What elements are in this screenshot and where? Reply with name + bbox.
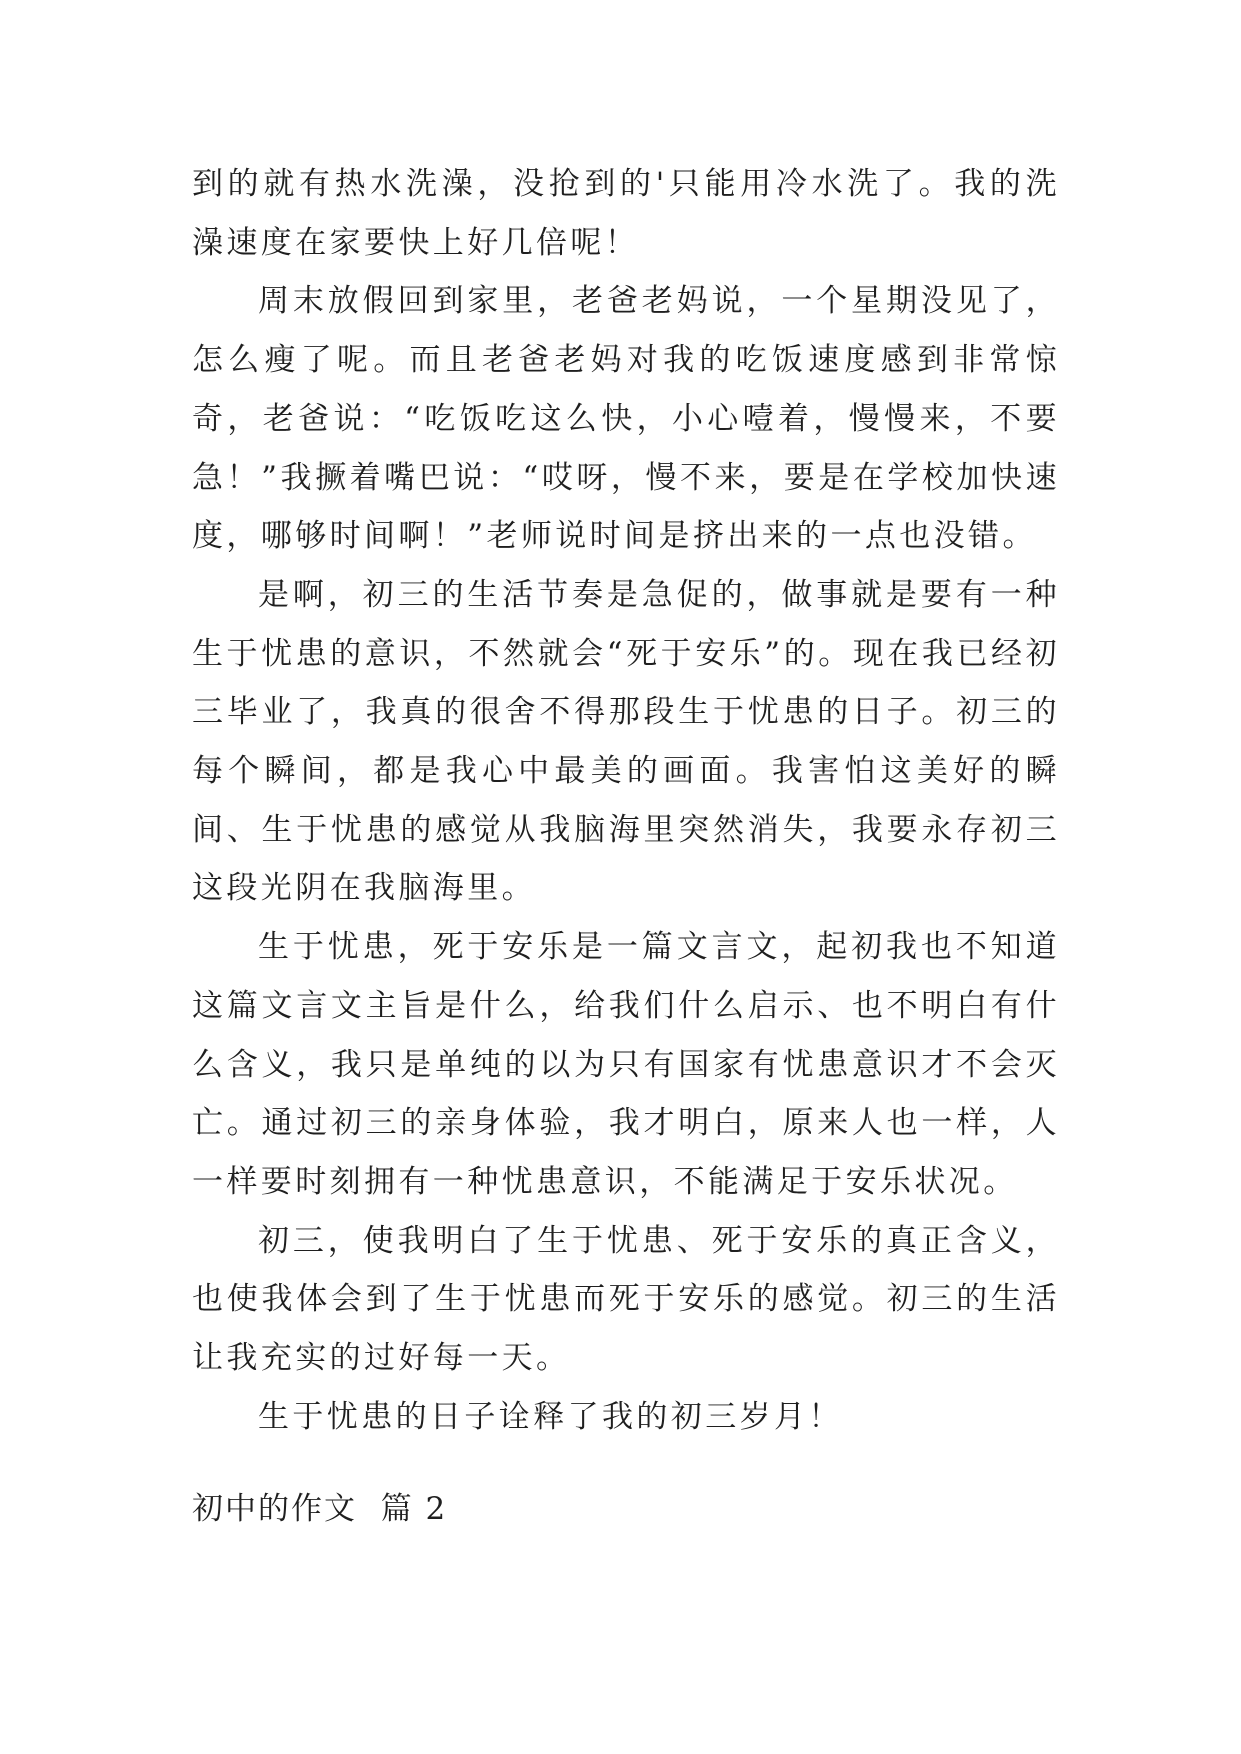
- paragraph-conclusion: 生于忧患的日子诠释了我的初三岁月！: [258, 1398, 843, 1435]
- paragraph-classical-text: 生于忧患，死于安乐是一篇文言文，起初我也不知道这篇文言文主旨是什么，给我们什么启示、也不明白有什么含义，我只是单纯的以为只有国家有忧患意识才不会灭亡。通过初三的亲身体验，我才明白，原来人也一样，人一样要时刻拥有一种忧患意识，不能满足于安乐状况。: [192, 929, 1060, 1200]
- section-heading: 初中的作文 篇 2: [192, 1491, 448, 1527]
- paragraph-true-meaning: 初三，使我明白了生于忧患、死于安乐的真正含义，也使我体会到了生于忧患而死于安乐的感觉。初三的生活让我充实的过好每一天。: [192, 1222, 1060, 1377]
- paragraph-continuation: 到的就有热水洗澡，没抢到的'只能用冷水洗了。我的洗澡速度在家要快上好几倍呢！: [192, 166, 1060, 261]
- paragraph-grade-nine-rhythm: 是啊，初三的生活节奏是急促的，做事就是要有一种生于忧患的意识，不然就会“死于安乐”的。现在我已经初三毕业了，我真的很舍不得那段生于忧患的日子。初三的每个瞬间，都是我心中最美的画面。我害怕这美好的瞬间、生于忧患的感觉从我脑海里突然消失，我要永存初三这段光阴在我脑海里。: [192, 576, 1060, 907]
- paragraph-weekend-home: 周末放假回到家里，老爸老妈说，一个星期没见了，怎么瘦了呢。而且老爸老妈对我的吃饭速度感到非常惊奇，老爸说：“吃饭吃这么快，小心噎着，慢慢来，不要急！”我撅着嘴巴说：“哎呀，慢不来，要是在学校加快速度，哪够时间啊！”老师说时间是挤出来的一点也没错。: [192, 283, 1060, 555]
- essay-body: [192, 155, 1060, 1446]
